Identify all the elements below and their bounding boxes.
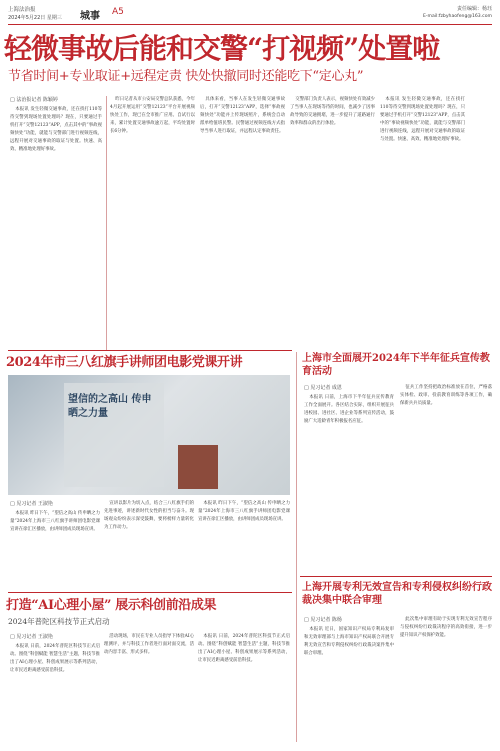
article2-column-3: 本报讯 昨日下午，“望信之高山 传申晒之力量”2024年上海市三八红旗手讲师团电影党课宣讲在徐汇区播放，由讲师团成员现场宣讲。 — [198, 501, 290, 523]
photo-title: 望信的之高山 传申晒之力量 — [68, 394, 152, 419]
podium — [178, 445, 218, 489]
section-rule — [8, 350, 292, 351]
column-divider — [296, 352, 297, 742]
lead-column-6 — [470, 96, 492, 350]
article3-headline: 上海市全面展开2024年下半年征兵宣传教育活动 — [302, 353, 490, 377]
article5-column-3: 本报讯 日前，2024年普陀区科技节正式启动。围绕“科创赋能 智慧生活”主题，科技节推出了AI心理小屋、科创成果展示等系列活动，让市民近距离感受前沿科技。 — [198, 634, 290, 664]
article3-reporter: □ 见习记者 成恩 — [304, 385, 342, 391]
article4-column-1: 本报讯 近日，国家知识产权局专利局复审和无效审理部与上海市知识产权局联合开展专利无效宣告和专利侵权纠纷行政裁决案件集中联合审理。 — [304, 627, 394, 657]
article5-column-1: 本报讯 日前，2024年普陀区科技节正式启动。围绕“科创赋能 智慧生活”主题，科技节推出了AI心理小屋、科创成果展示等系列活动，让市民近距离感受前沿科技。 — [10, 644, 100, 674]
article4-reporter: □ 见习记者 陈杨 — [304, 617, 342, 623]
lead-headline: 轻微事故后能和交警“打视频”处置啦 — [4, 32, 440, 65]
section-name: 城事 — [80, 11, 100, 22]
article2-reporter: □ 见习记者 王淑艳 — [10, 501, 53, 507]
editor: 责任编辑：杨珏 — [456, 6, 492, 12]
article4-column-2: 此次集中审理有助于实现专利无效宣告程序与侵权纠纷行政裁决程序的高效衔接，进一步提升知识产权保护效能。 — [400, 617, 492, 639]
lead-column-1: 本报讯 发生轻微交通事故，还在找打110等待交警到现场处置处理吗？现在，只要通过手机打开“交警12123”APP，点击其中的“事故视频快处”功能，就能与交警部门进行视频连线，远程开展对交通事故的取证与处置。快速、高效、精准地处理好事故。 — [10, 107, 102, 153]
article2-headline: 2024年市三八红旗手讲师团电影党课开讲 — [6, 355, 243, 370]
column-divider — [106, 96, 107, 350]
issue-date: 2024年5月22日 星期三 — [8, 15, 62, 21]
lead-reporter: □ 法治报记者 陈颖婷 — [10, 97, 58, 103]
article3-column-2: 征兵工作坚持把政治标准放在首位，严格落实体检、政审、役前教育训练等各项工作，确保新兵兵员质量。 — [400, 385, 492, 407]
lead-column-5: 本报讯 发生轻微交通事故，还在找打110等待交警到现场处置处理吗？现在，只要通过手机打开“交警12123”APP，点击其中的“事故视频快处”功能，就能与交警部门进行视频连线，远程开展对交通事故的取证与处置。快速、高效、精准地处理好事故。 — [380, 97, 465, 143]
lead-column-4: 交警部门负责人表示，视频快处有效减少了当事人在现场等待的时间，也减少了因事故导致的交通拥堵，进一步提升了道路通行效率和群众的出行体验。 — [290, 97, 375, 127]
article3-column-1: 本报讯 日前，上海市下半年征兵宣传教育工作全面展开。各区结合实际，组织开展征兵进校园、进社区、进企业等系列宣传活动，鼓励广大适龄青年积极报名应征。 — [304, 395, 394, 425]
article4-headline: 上海开展专利无效宣告和专利侵权纠纷行政裁决集中联合审理 — [302, 582, 492, 606]
editor-email: E-mail:fzbyhaofeng@163.com — [422, 14, 492, 19]
article2-column-2: 宣讲以影片为切入点，结合三八红旗手们的先进事迹，讲述新时代女性的担当与奋斗。现场观众纷纷表示深受鼓舞，要将榜样力量转化为工作动力。 — [104, 501, 194, 531]
article2-photo — [8, 375, 290, 495]
section-rule — [8, 592, 292, 593]
article2-column-1: 本报讯 昨日下午，“望信之高山 传申晒之力量”2024年上海市三八红旗手讲师团电影党课宣讲在徐汇区播放，由讲师团成员现场宣讲。 — [10, 511, 100, 533]
article5-subhead: 2024年普陀区科技节正式启动 — [8, 617, 110, 626]
article5-headline: 打造“AI心理小屋” 展示科创前沿成果 — [6, 598, 217, 613]
article5-reporter: □ 见习记者 王淑艳 — [10, 634, 53, 640]
masthead-rule — [8, 24, 492, 25]
section-rule — [300, 576, 492, 577]
lead-column-2: 昨日记者从市公安局交警总队获悉，今年4月起开展运用“交警12123”平台开展视频快处工作，现已在全市推广应用。自试行以来，累计处置交通事故逾万起，平均处置时长6分钟。 — [110, 97, 195, 135]
paper-name: 上海法治报 — [8, 7, 36, 13]
masthead — [8, 4, 492, 24]
page-number: A5 — [112, 7, 124, 17]
lead-column-3: 具体来看，当事人在发生轻微交通事故后，打开“交警12123”APP，选择“事故视频快处”功能并上传现场照片，系统会自动派单给值班民警。民警通过视频连线方式指导当事人进行取证，并远程认定事故责任。 — [200, 97, 285, 135]
article5-column-2: 活动现场，市民在专业人员指导下体验AI心理测评，并与科技工作者进行面对面交流，活动内容丰富、形式多样。 — [104, 634, 194, 656]
lead-subhead: 节省时间+专业取证+远程定责 快处快撤同时还能吃下“定心丸” — [8, 69, 364, 84]
